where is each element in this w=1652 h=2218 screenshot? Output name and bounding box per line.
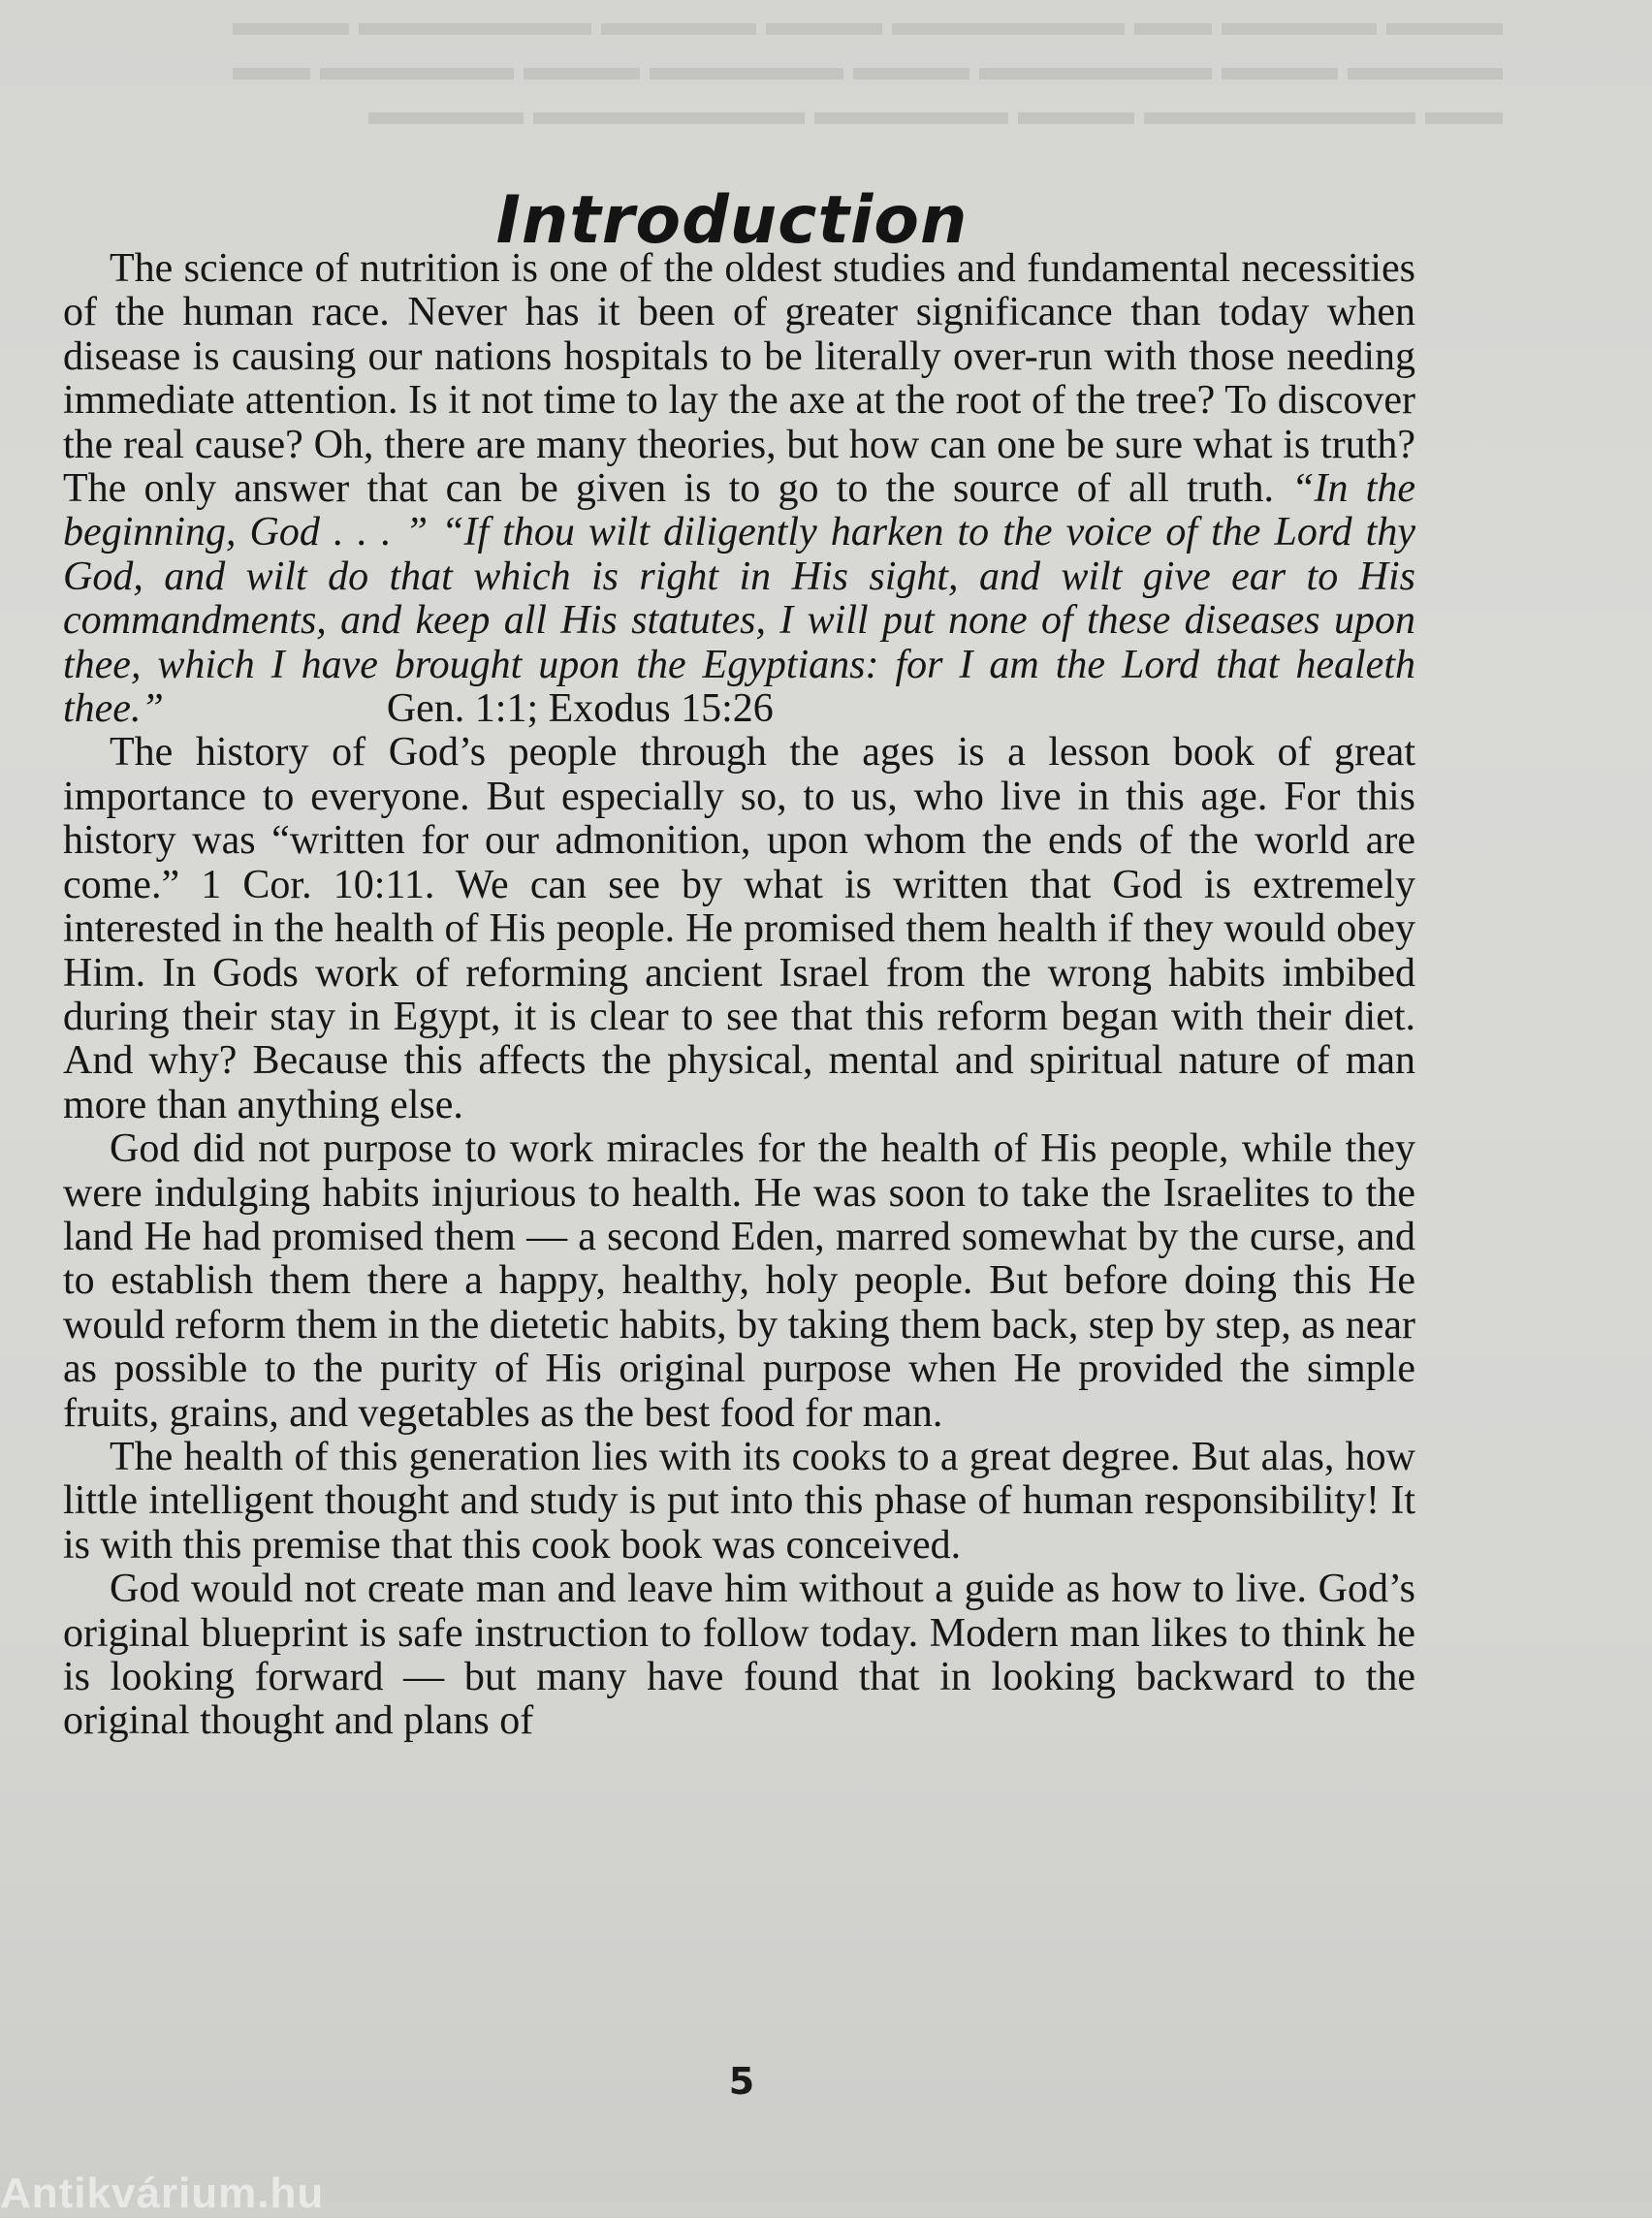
bleed-through-text: ▬▬▬ ▬▬▬▬ ▬▬ ▬▬▬▬▬▬ ▬▬▬ ▬▬▬▬ ▬▬▬▬▬▬ ▬▬▬ ▬▬▬▬ ▬▬▬ ▬▬▬▬▬▬ ▬▬▬ ▬▬▬▬▬ ▬▬▬ ▬▬▬▬▬ ▬▬ ▬▬ ▬▬▬▬▬▬▬ ▬▬▬ ▬▬▬▬▬ ▬▬▬▬▬▬▬ ▬▬▬▬ <box>233 0 1503 133</box>
paragraph-4: The health of this generation lies with its cooks to a great degree. But alas, how little intelligent thought and study is put into this phase of human responsibility! It is with this premise that this cook book was conceived. <box>63 1434 1415 1568</box>
paragraph-1 <box>63 247 1415 731</box>
paragraph-3: God did not purpose to work miracles for the health of His people, while they were indulging habits injurious to health. He was soon to take the Israelites to the land He had promised them — a second Eden, marred somewhat by the curse, and to establish them there a happy, healthy, holy people. But before doing this He would reform them in the dietetic habits, by taking them back, step by step, as near as possible to the purity of His original purpose when He provided the simple fruits, grains, and vegetables as the best food for man. <box>63 1126 1415 1436</box>
scripture-quote: “In the beginning, God . . . ” “If thou wilt diligently harken to the voice of the Lord thy God, and wilt do that which is right in His sight, and wilt give ear to His commandments, and keep all His statutes, I will put none of these diseases upon thee, which I have brought upon the Egyptians: for I am the Lord that healeth thee.” <box>63 466 1415 732</box>
paragraph-5: God would not create man and leave him without a guide as how to live. God’s original blueprint is safe instruction to follow today. Modern man likes to think he is looking forward — but many have found that in looking backward to the original thought and plans of <box>63 1567 1415 1744</box>
body-text <box>63 247 1415 1744</box>
page-title: Introduction <box>495 181 969 259</box>
paragraph-1-intro: The science of nutrition is one of the oldest studies and fundamental necessities of the human race. Never has it been of greater significance than today when disease is causing our nations hospitals to be literally over-run with those needing immediate attention. Is it not time to lay the axe at the root of the tree? To discover the real cause? Oh, there are many theories, but how can one be sure what is truth? The only answer that can be given is to go to the source of all truth. <box>63 246 1415 512</box>
paragraph-2: The history of God’s people through the ages is a lesson book of great importance to everyone. But especially so, to us, who live in this age. For this history was “written for our admonition, upon whom the ends of the world are come.” 1 Cor. 10:11. We can see by what is written that God is extremely interested in the health of His people. He promised them health if they would obey Him. In Gods work of reforming ancient Israel from the wrong habits imbibed during their stay in Egypt, it is clear to see that this reform began with their diet. And why? Because this affects the physical, mental and spiritual nature of man more than anything else. <box>63 730 1415 1127</box>
scripture-reference: Gen. 1:1; Exodus 15:26 <box>386 686 774 732</box>
watermark: Antikvárium.hu <box>0 2170 325 2217</box>
page-number: 5 <box>728 2060 755 2103</box>
